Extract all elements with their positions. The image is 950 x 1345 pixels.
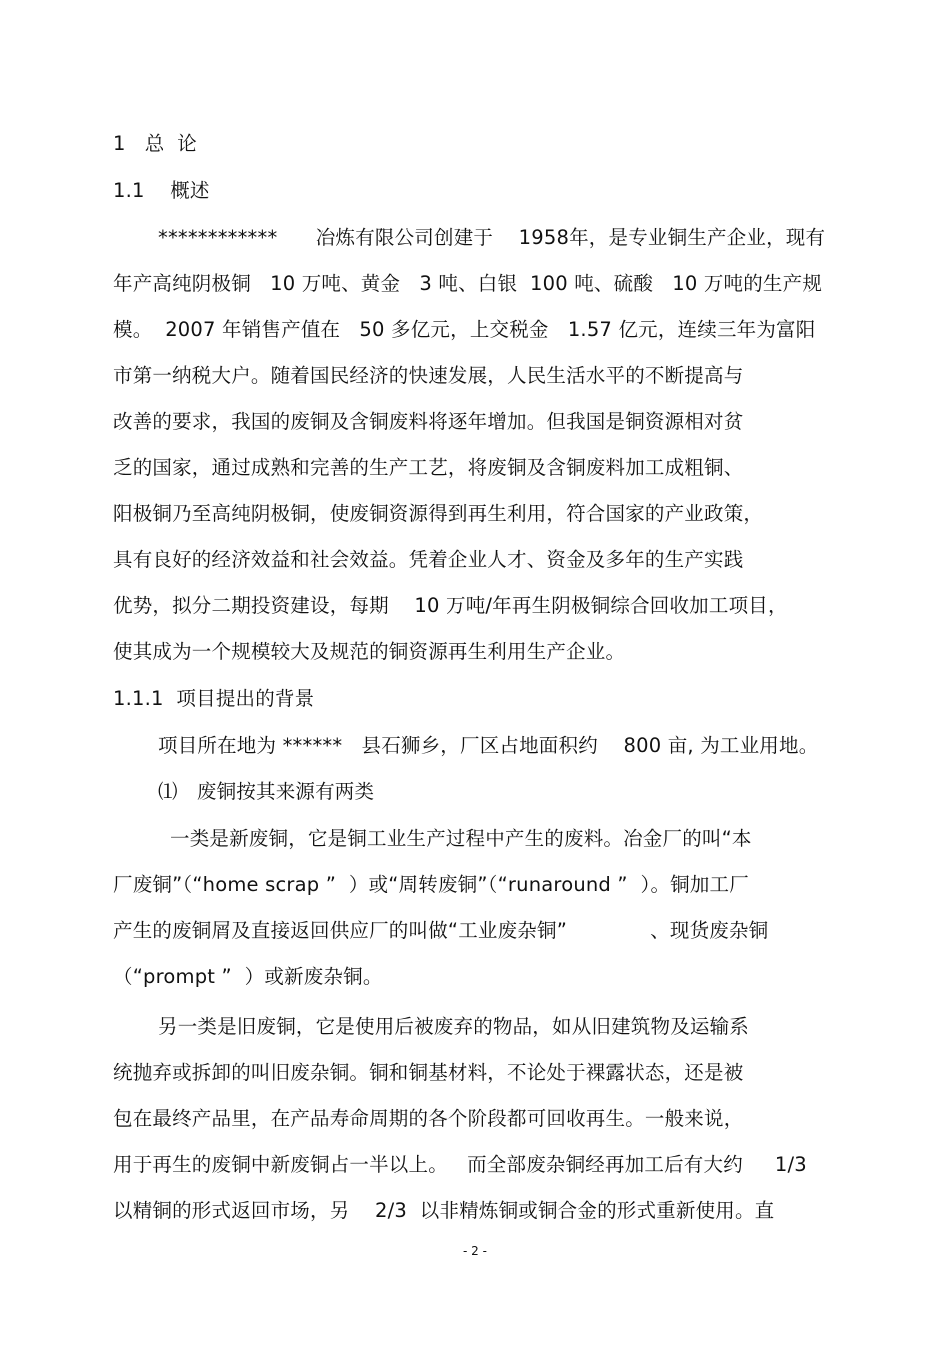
list-item: ⑴ 废铜按其来源有两类: [158, 780, 375, 803]
paragraph-line: 市第一纳税大户。随着国民经济的快速发展，人民生活水平的不断提高与: [113, 364, 744, 387]
section-heading: 1.1 概述: [113, 179, 210, 202]
paragraph-line: 厂废铜”（“home scrap ” ）或“周转废铜”（“runaround ” ）。铜加工厂: [113, 873, 749, 896]
chapter-heading: 1 总 论: [113, 132, 197, 155]
paragraph-line: 一类是新废铜，它是铜工业生产过程中产生的废料。冶金厂的叫“本: [170, 827, 752, 850]
paragraph-line: 优势，拟分二期投资建设，每期 10 万吨/年再生阴极铜综合回收加工项目，: [113, 594, 788, 617]
paragraph-line: 模。 2007 年销售产值在 50 多亿元，上交税金 1.57 亿元，连续三年为富阳: [113, 318, 816, 341]
paragraph-line: 年产高纯阴极铜 10 万吨、黄金 3 吨、白银 100 吨、硫酸 10 万吨的生产规: [113, 272, 823, 295]
paragraph-line: 另一类是旧废铜，它是使用后被废弃的物品，如从旧建筑物及运输系: [158, 1015, 750, 1038]
paragraph-line: 以精铜的形式返回市场，另 2/3 以非精炼铜或铜合金的形式重新使用。直: [113, 1199, 775, 1222]
subsection-heading: 1.1.1 项目提出的背景: [113, 687, 315, 710]
paragraph-line: 项目所在地为 ****** 县石狮乡，厂区占地面积约 800 亩, 为工业用地。: [158, 734, 819, 757]
page-number: - 2 -: [463, 1244, 487, 1258]
paragraph-line: ************ 冶炼有限公司创建于 1958年，是专业铜生产企业，现有: [158, 226, 826, 249]
paragraph-line: （“prompt ” ）或新废杂铜。: [113, 965, 383, 988]
paragraph-line: 阳极铜乃至高纯阴极铜，使废铜资源得到再生利用，符合国家的产业政策，: [113, 502, 764, 525]
paragraph-line: 包在最终产品里，在产品寿命周期的各个阶段都可回收再生。一般来说，: [113, 1107, 744, 1130]
paragraph-line: 统抛弃或拆卸的叫旧废杂铜。铜和铜基材料，不论处于裸露状态，还是被: [113, 1061, 744, 1084]
paragraph-line: 乏的国家，通过成熟和完善的生产工艺，将废铜及含铜废料加工成粗铜、: [113, 456, 744, 479]
paragraph-line: 具有良好的经济效益和社会效益。凭着企业人才、资金及多年的生产实践: [113, 548, 744, 571]
paragraph-line: 改善的要求，我国的废铜及含铜废料将逐年增加。但我国是铜资源相对贫: [113, 410, 744, 433]
paragraph-line: 使其成为一个规模较大及规范的铜资源再生利用生产企业。: [113, 640, 626, 663]
paragraph-line: 产生的废铜屑及直接返回供应厂的叫做“工业废杂铜” 、现货废杂铜: [113, 919, 769, 942]
paragraph-line: 用于再生的废铜中新废铜占一半以上。 而全部废杂铜经再加工后有大约 1/3: [113, 1153, 807, 1176]
